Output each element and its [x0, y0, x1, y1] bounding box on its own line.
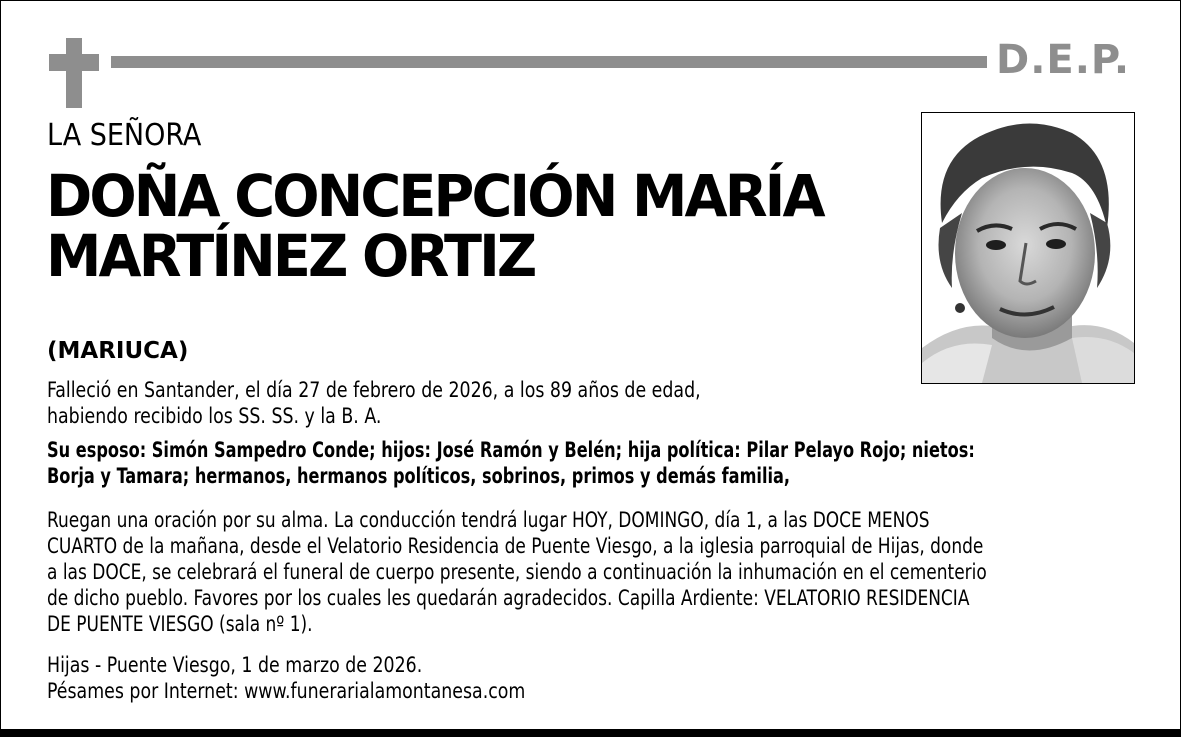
deceased-name-line1: DOÑA CONCEPCIÓN MARÍA — [46, 162, 823, 230]
death-notice-line: Falleció en Santander, el día 27 de febrero de 2026, a los 89 años de edad, — [47, 378, 701, 402]
service-details — [47, 507, 987, 637]
service-details-line: DE PUENTE VIESGO (sala nº 1). — [47, 612, 313, 636]
family-list-line: Su esposo: Simón Sampedro Conde; hijos: José Ramón y Belén; hija política: Pilar Pelayo Rojo; nietos: — [47, 438, 975, 462]
service-details-line: a las DOCE, se celebrará el funeral de cuerpo presente, siendo a continuación la inhumación en el cementerio — [47, 560, 987, 584]
service-details-line: CUARTO de la mañana, desde el Velatorio Residencia de Puente Viesgo, a la iglesia parroquial de Hijas, donde — [47, 534, 984, 558]
death-notice — [47, 377, 701, 429]
bottom-border — [0, 729, 1181, 737]
service-details-line: de dicho pueblo. Favores por los cuales les quedarán agradecidos. Capilla Ardiente: VELATORIO RESIDENCIA — [47, 586, 970, 610]
deceased-name — [46, 162, 872, 290]
family-list-line: Borja y Tamara; hermanos, hermanos políticos, sobrinos, primos y demás familia, — [47, 464, 791, 488]
condolences-url: Pésames por Internet: www.funerarialamontanesa.com — [47, 679, 526, 703]
dep-label: D.E.P. — [996, 37, 1131, 83]
place-date-footer — [47, 652, 525, 704]
nickname: (MARIUCA) — [47, 338, 189, 364]
header-rule — [111, 56, 987, 68]
service-details-line: Ruegan una oración por su alma. La conducción tendrá lugar HOY, DOMINGO, día 1, a las DOCE MENOS — [47, 508, 930, 532]
portrait-photo — [921, 112, 1135, 384]
deceased-name-line2: MARTÍNEZ ORTIZ — [46, 222, 535, 290]
honorific: LA SEÑORA — [47, 118, 202, 153]
cross-icon-bar — [49, 54, 99, 71]
portrait-photo-image — [922, 113, 1134, 383]
cross-icon — [66, 38, 82, 108]
death-notice-line: habiendo recibido los SS. SS. y la B. A. — [47, 404, 382, 428]
family-list — [47, 437, 975, 489]
place-date-line: Hijas - Puente Viesgo, 1 de marzo de 2026. — [47, 653, 423, 677]
